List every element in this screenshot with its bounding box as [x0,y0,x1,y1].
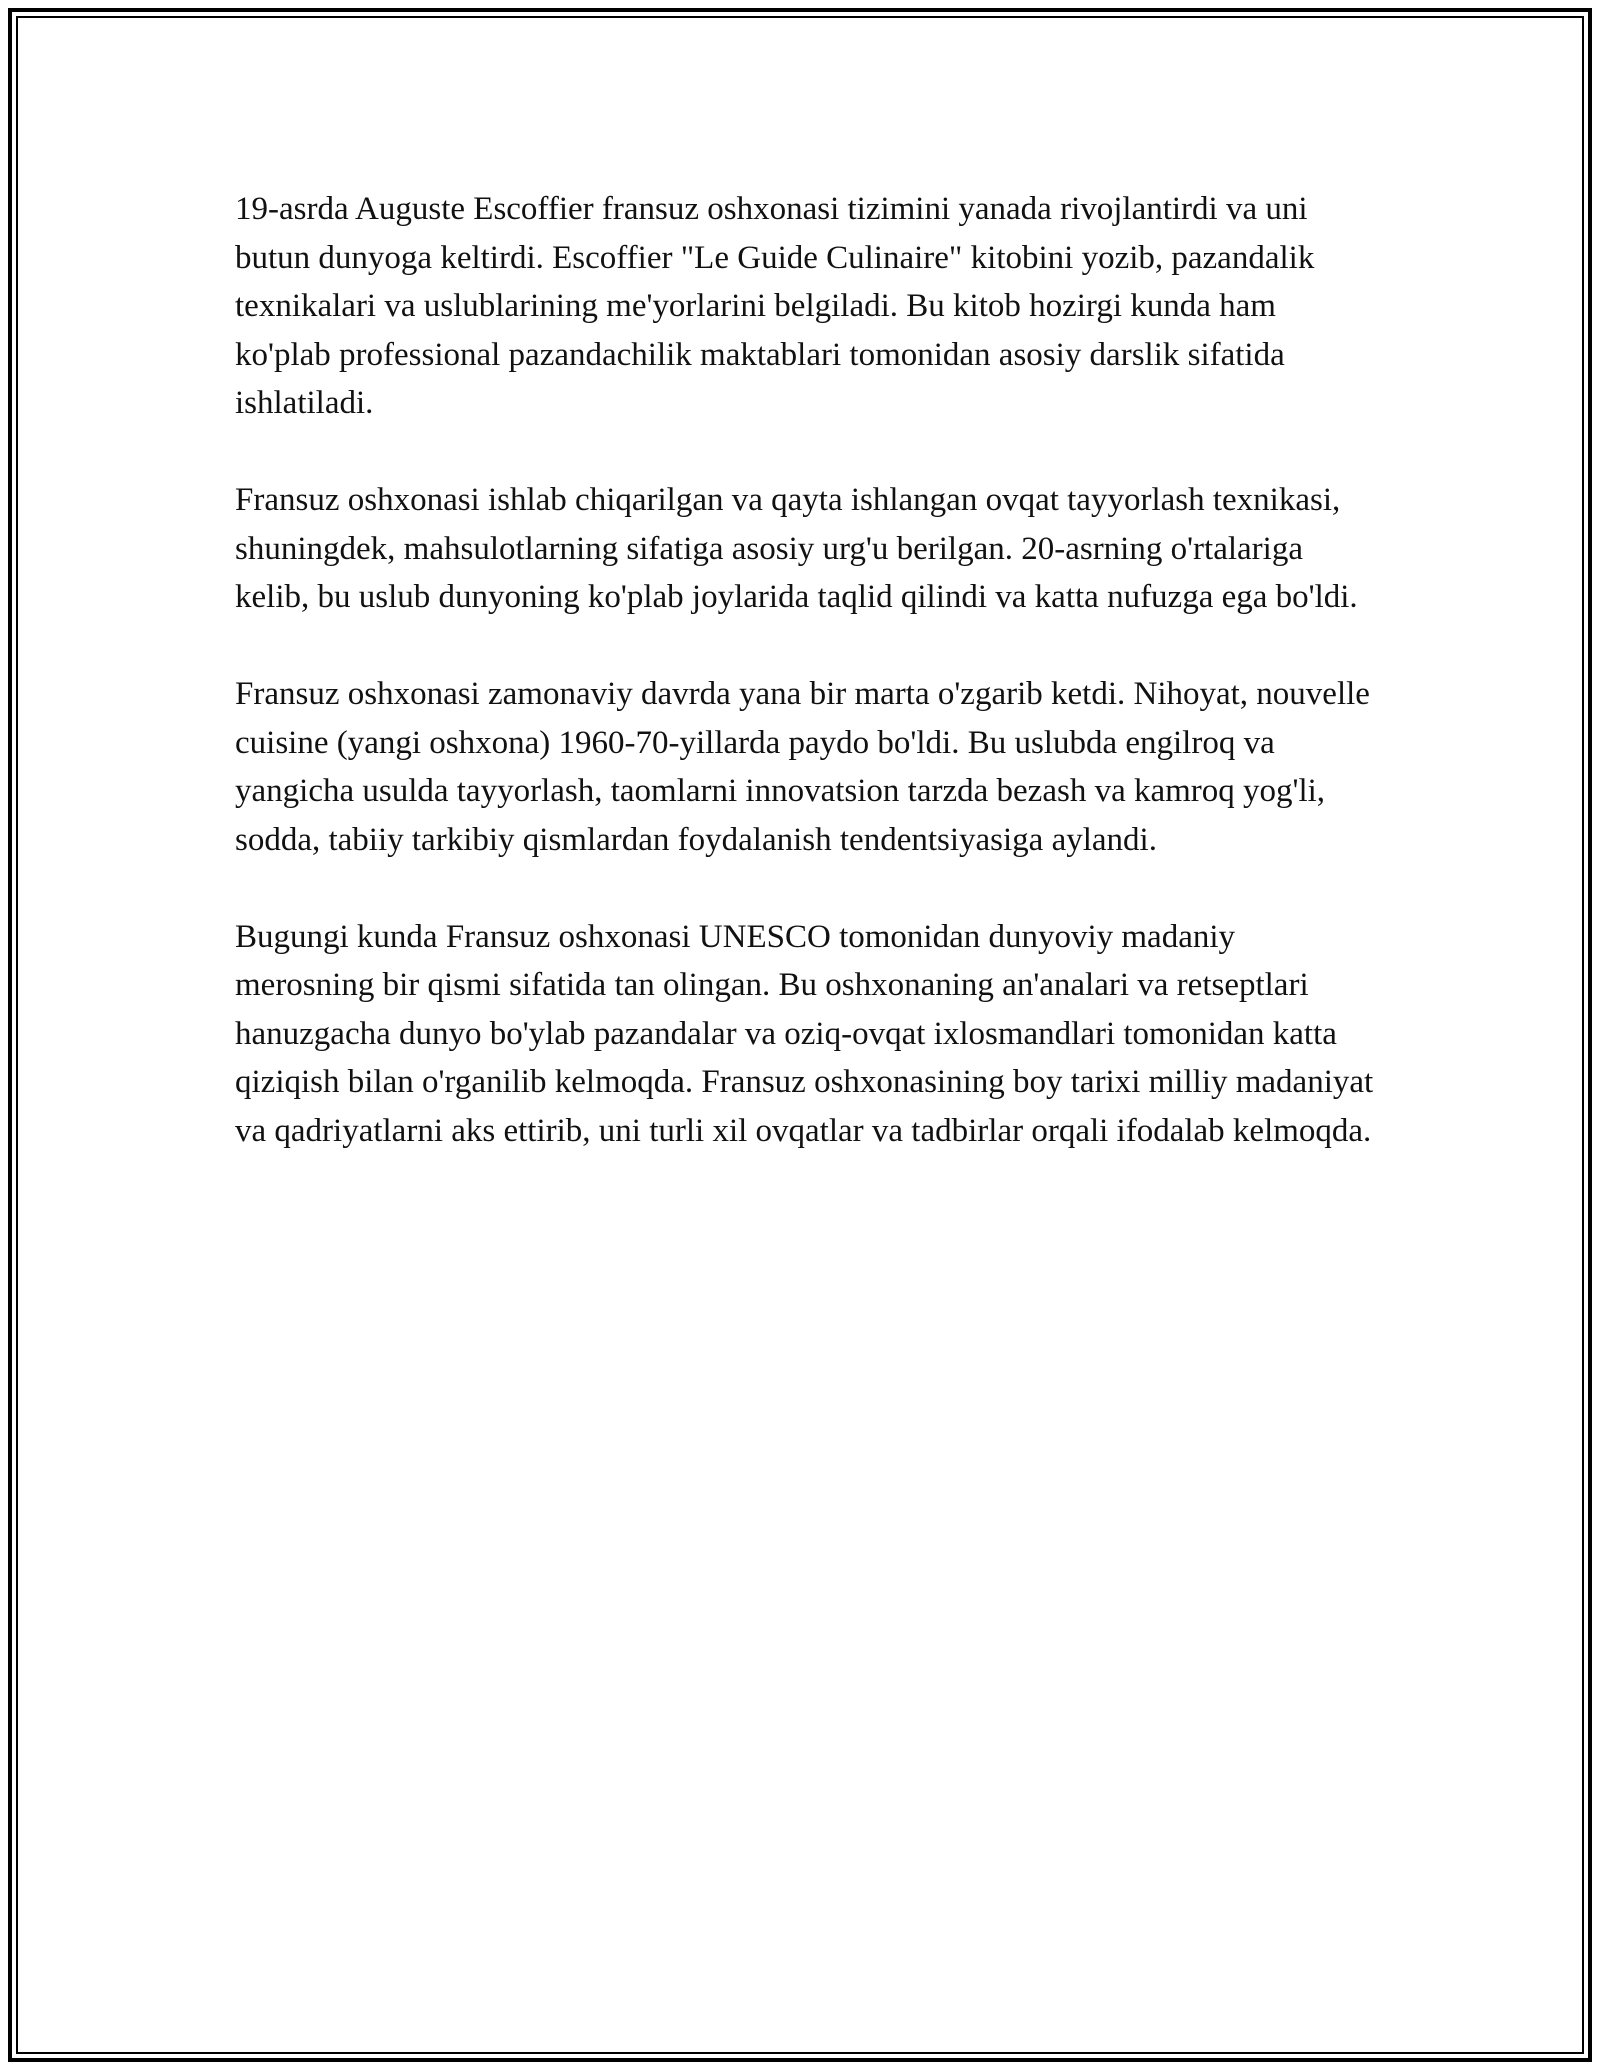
paragraph-techniques: Fransuz oshxonasi ishlab chiqarilgan va qayta ishlangan ovqat tayyorlash texnikasi, shuningdek, mahsulotlarning sifatiga asosiy urg'u berilgan. 20-asrning o'rtalariga kelib, bu uslub dunyoning ko'plab joylarida taqlid qilindi va katta nufuzga ega bo'ldi. [235,482,1358,615]
paragraph-unesco: Bugungi kunda Fransuz oshxonasi UNESCO tomonidan dunyoviy madaniy merosning bir qismi sifatida tan olingan. Bu oshxonaning an'analari va retseptlari hanuzgacha dunyo bo'ylab pazandalar va oziq-ovqat ixlosmandlari tomonidan katta qiziqish bilan o'rganilib kelmoqda. Fransuz oshxonasining boy tarixi milliy madaniyat va qadriyatlarni aks ettirib, uni turli xil ovqatlar va tadbirlar orqali ifodalab kelmoqda. [235,918,1374,1149]
paragraph-escoffier: 19-asrda Auguste Escoffier fransuz oshxonasi tizimini yanada rivojlantirdi va uni butun dunyoga keltirdi. Escoffier "Le Guide Culinaire" kitobini yozib, pazandalik texnikalari va uslublarining me'yorlarini belgiladi. Bu kitob hozirgi kunda ham ko'plab professional pazandachilik maktablari tomonidan asosiy darslik sifatida ishlatiladi. [235,191,1315,421]
paragraph-nouvelle-cuisine: Fransuz oshxonasi zamonaviy davrda yana bir marta o'zgarib ketdi. Nihoyat, nouvelle cuisine (yangi oshxona) 1960-70-yillarda paydo bo'ldi. Bu uslubda engilroq va yangicha usulda tayyorlash, taomlarni innovatsion tarzda bezash va kamroq yog'li, sodda, tabiiy tarkibiy qismlardan foydalanish tendentsiyasiga aylandi. [235,676,1370,858]
document-body [235,185,1375,1204]
